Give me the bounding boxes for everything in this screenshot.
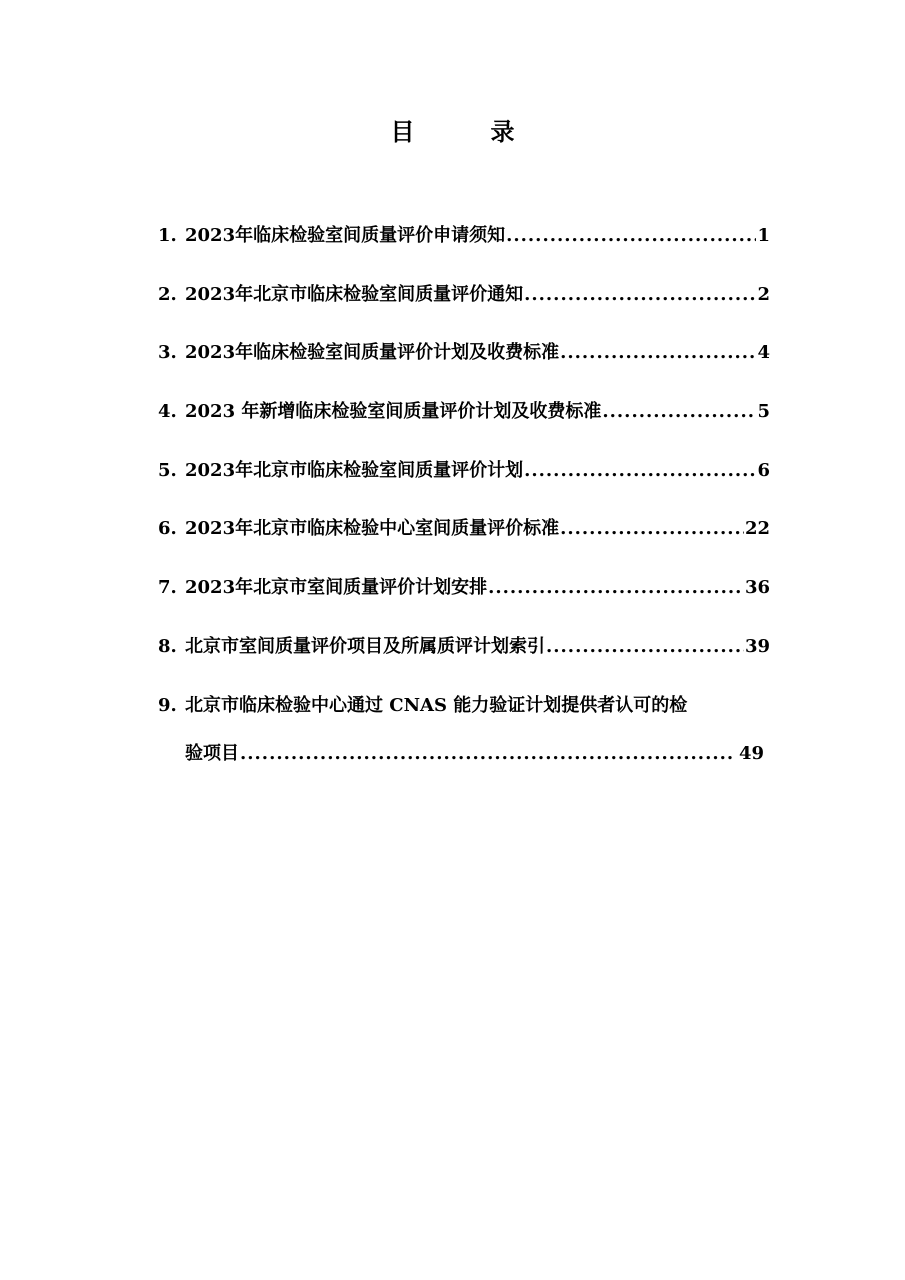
toc-entry-page: 49 (738, 742, 764, 764)
dot-leader (524, 449, 756, 493)
toc-title: 目 录 (390, 117, 541, 146)
toc-entry[interactable] (158, 449, 770, 508)
toc-entry-number: 1. (158, 225, 177, 246)
toc-entry-page: 1 (757, 225, 770, 246)
toc-entry-page: 5 (757, 401, 770, 423)
toc-entry-number: 8. (158, 635, 177, 657)
toc-entry-number: 6. (158, 518, 177, 540)
table-of-contents (158, 214, 770, 776)
dot-leader (240, 732, 732, 776)
toc-entry-title: 2023 年新增临床检验室间质量评价计划及收费标准 (185, 401, 602, 423)
toc-entry-number: 2. (158, 283, 177, 305)
dot-leader (488, 566, 744, 610)
toc-entry[interactable] (158, 273, 770, 332)
toc-entry-line (158, 684, 770, 728)
toc-entry-number: 9. (158, 694, 177, 716)
toc-entry-line (158, 732, 764, 776)
toc-entry-title: 北京市室间质量评价项目及所属质评计划索引 (185, 635, 545, 657)
toc-entry[interactable] (158, 214, 770, 273)
toc-entry-title: 2023年北京市临床检验中心室间质量评价标准 (185, 518, 560, 540)
dot-leader (560, 507, 744, 551)
toc-entry-page: 36 (744, 577, 770, 599)
toc-entry-title: 2023年临床检验室间质量评价计划及收费标准 (185, 342, 560, 364)
toc-entry-page: 2 (757, 283, 770, 305)
toc-entry-number: 4. (158, 401, 177, 423)
toc-entry[interactable] (158, 684, 770, 776)
toc-entry-title: 北京市临床检验中心通过 CNAS 能力验证计划提供者认可的检 (185, 694, 688, 716)
toc-entry-title: 2023年临床检验室间质量评价申请须知 (185, 225, 506, 246)
toc-entry-number: 5. (158, 459, 177, 481)
toc-entry-title-continued: 验项目 (185, 742, 239, 764)
toc-entry-title: 2023年北京市室间质量评价计划安排 (185, 577, 488, 599)
dot-leader (546, 625, 744, 669)
toc-entry[interactable] (158, 507, 770, 566)
toc-entry-number: 7. (158, 577, 177, 599)
toc-entry-page: 39 (744, 635, 770, 657)
toc-entry[interactable] (158, 390, 770, 449)
dot-leader (506, 214, 756, 258)
toc-entry-page: 22 (744, 518, 770, 540)
toc-entry[interactable] (158, 331, 770, 390)
toc-entry-number: 3. (158, 342, 177, 364)
dot-leader (560, 331, 756, 375)
toc-entry-title: 2023年北京市临床检验室间质量评价计划 (185, 459, 524, 481)
dot-leader (524, 273, 756, 317)
toc-entry-title: 2023年北京市临床检验室间质量评价通知 (185, 283, 524, 305)
toc-entry[interactable] (158, 625, 770, 684)
toc-entry[interactable] (158, 566, 770, 625)
toc-entry-page: 6 (757, 459, 770, 481)
dot-leader (602, 390, 756, 434)
toc-entry-page: 4 (757, 342, 770, 364)
